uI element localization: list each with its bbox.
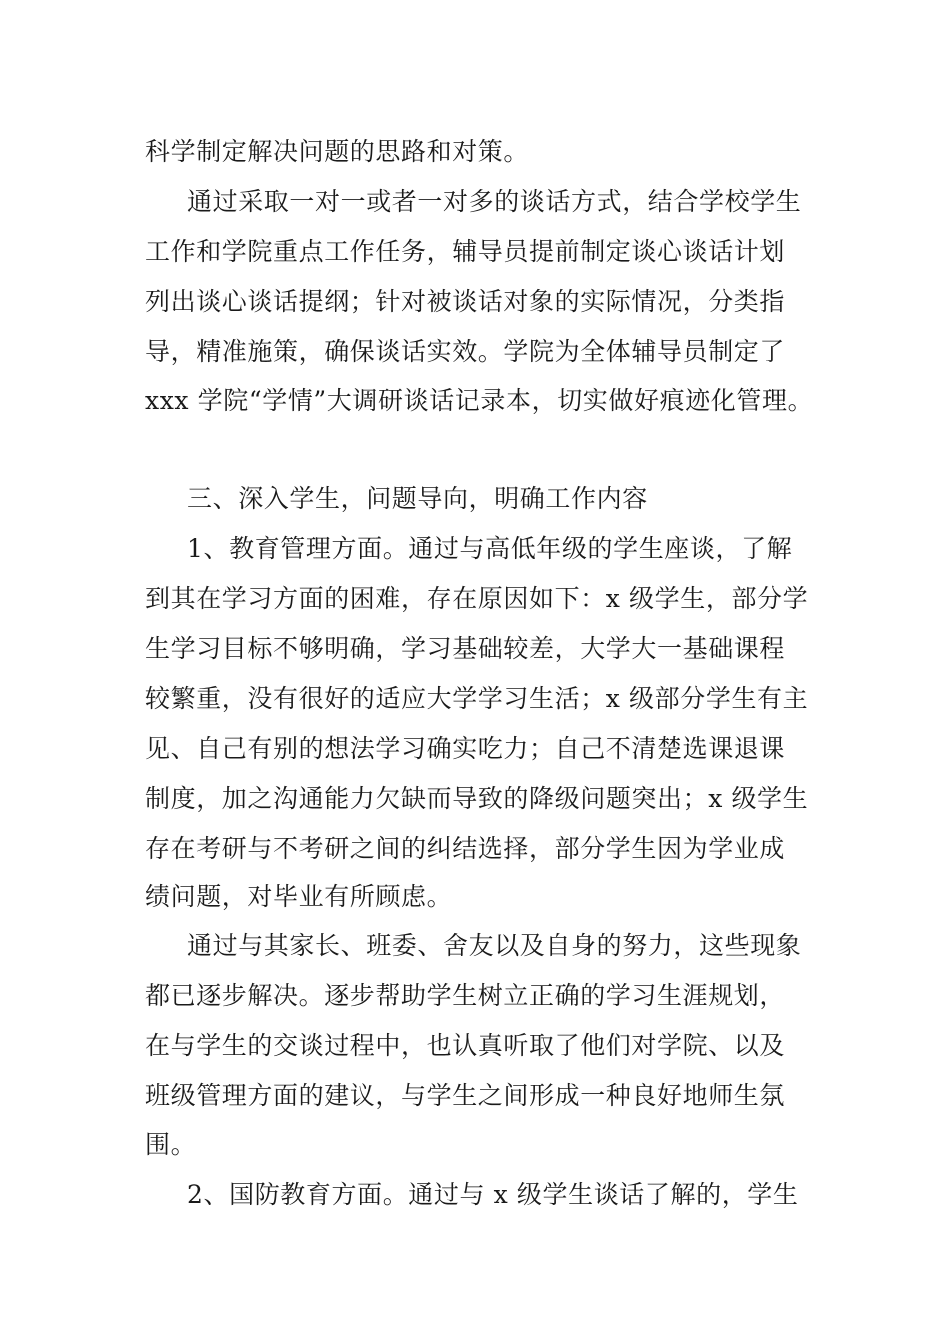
text-line: 班级管理方面的建议，与学生之间形成一种良好地师生氛	[145, 1081, 786, 1110]
text-line: xxx 学院“学情”大调研谈话记录本，切实做好痕迹化管理。	[145, 386, 814, 415]
text-line: 生学习目标不够明确，学习基础较差，大学大一基础课程	[145, 634, 786, 663]
text-line: 见、自己有别的想法学习确实吃力；自己不清楚选课退课	[145, 734, 786, 763]
text-line: 制度，加之沟通能力欠缺而导致的降级问题突出；x 级学生	[145, 784, 809, 813]
text-line: 工作和学院重点工作任务，辅导员提前制定谈心谈话计划	[145, 237, 786, 266]
paragraph-start: 2、国防教育方面。通过与 x 级学生谈话了解的，学生	[187, 1180, 799, 1209]
text-line: 较繁重，没有很好的适应大学学习生活；x 级部分学生有主	[145, 684, 809, 713]
text-line: 存在考研与不考研之间的纠结选择，部分学生因为学业成	[145, 834, 786, 863]
text-line: 都已逐步解决。逐步帮助学生树立正确的学习生涯规划，	[145, 981, 786, 1010]
paragraph-start: 通过采取一对一或者一对多的谈话方式，结合学校学生	[187, 187, 802, 216]
paragraph-start: 1、教育管理方面。通过与高低年级的学生座谈，了解	[187, 534, 793, 563]
text-line: 绩问题，对毕业有所顾虑。	[145, 882, 453, 911]
text-line: 导，精准施策，确保谈话实效。学院为全体辅导员制定了	[145, 337, 786, 366]
paragraph-start: 通过与其家长、班委、舍友以及自身的努力，这些现象	[187, 931, 802, 960]
section-heading: 三、深入学生，问题导向，明确工作内容	[187, 484, 648, 513]
text-line: 围。	[145, 1130, 197, 1159]
text-line: 列出谈心谈话提纲；针对被谈话对象的实际情况，分类指	[145, 287, 786, 316]
text-line: 在与学生的交谈过程中，也认真听取了他们对学院、以及	[145, 1031, 786, 1060]
text-line: 科学制定解决问题的思路和对策。	[145, 137, 530, 166]
text-line: 到其在学习方面的困难，存在原因如下：x 级学生，部分学	[145, 584, 809, 613]
